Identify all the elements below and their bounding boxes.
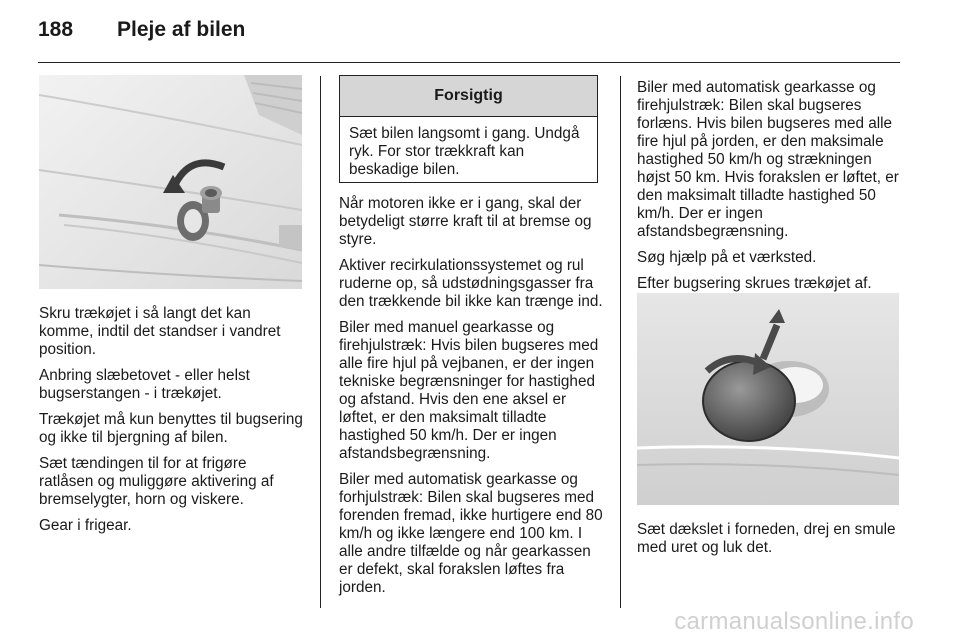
column-divider	[320, 76, 321, 608]
caution-text: Sæt bilen langsomt i gang. Undgå ryk. For stor trækkraft kan beskadige bilen.	[349, 125, 580, 178]
caution-title: Forsigtig	[340, 76, 597, 117]
caution-box	[339, 75, 598, 183]
column-1	[39, 305, 303, 543]
watermark: carmanualsonline.info	[674, 608, 914, 635]
instruction-paragraph: Aktiver recirkulationssystemet og rul ruderne op, så udstødningsgasser fra den trækkende bil ikke kan trænge ind.	[339, 257, 603, 310]
column-3-bottom	[637, 521, 903, 565]
instruction-paragraph: Skru trækøjet i så langt det kan komme, indtil det standser i vandret position.	[39, 305, 281, 358]
instruction-paragraph: Biler med automatisk gearkasse og forhjulstræk: Bilen skal bugseres med forenden fremad, ikke hurtigere end 80 km/h og ikke længere end 100 km. I alle andre tilfælde og når gearkassen er defekt, skal forakslen løftes fra jorden.	[339, 471, 603, 596]
instruction-paragraph: Biler med manuel gearkasse og firehjulstræk: Hvis bilen bugseres med alle fire hjul på vejbanen, er der ingen tekniske begrænsninger for hastighed og afstand. Hvis den ene aksel er løftet, er den maksimalt tilladte hastighed 50 km/h. Der er ingen afstandsbegrænsning.	[339, 319, 599, 462]
instruction-paragraph: Sæt tændingen til for at frigøre ratlåsen og muliggøre aktivering af bremselygter, horn og viskere.	[39, 455, 274, 508]
page-title: Pleje af bilen	[117, 18, 246, 41]
instruction-paragraph: Efter bugsering skrues trækøjet af.	[637, 275, 872, 292]
page-number: 188	[38, 18, 74, 41]
instruction-paragraph: Søg hjælp på et værksted.	[637, 249, 817, 266]
instruction-paragraph: Sæt dækslet i forneden, drej en smule med uret og luk det.	[637, 521, 896, 556]
column-2	[339, 195, 605, 605]
header-divider	[38, 62, 900, 63]
instruction-paragraph: Biler med automatisk gearkasse og firehjulstræk: Bilen skal bugseres forlæns. Hvis bilen bugseres med alle fire hjul på jorden, er den maksimale hastighed 50 km/h og strækningen højst 50 km. Hvis forakslen er løftet, er den maksimalt tilladte hastighed 50 km/h. Der er ingen afstandsbegrænsning.	[637, 79, 899, 240]
tow-eye-figure	[39, 75, 302, 289]
instruction-paragraph: Anbring slæbetovet - eller helst bugserstangen - i trækøjet.	[39, 367, 250, 402]
instruction-paragraph: Gear i frigear.	[39, 517, 132, 534]
column-divider	[620, 76, 621, 608]
bumper-cover-figure	[637, 293, 899, 505]
instruction-paragraph: Når motoren ikke er i gang, skal der betydeligt større kraft til at bremse og styre.	[339, 195, 592, 248]
instruction-paragraph: Trækøjet må kun benyttes til bugsering og ikke til bjergning af bilen.	[39, 411, 303, 446]
column-3	[637, 79, 903, 301]
